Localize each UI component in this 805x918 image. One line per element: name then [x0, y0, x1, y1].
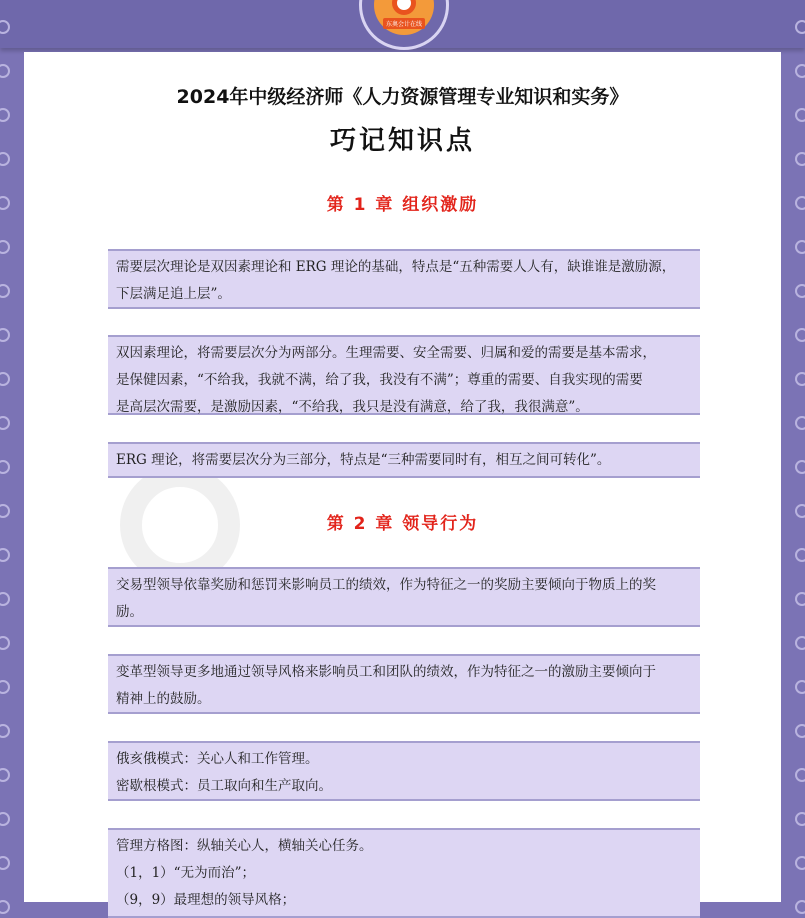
binder-ring	[795, 856, 805, 870]
binder-ring	[0, 416, 10, 430]
document-subtitle: 巧记知识点	[329, 126, 475, 156]
binder-ring	[795, 812, 805, 826]
note-line: 励。	[116, 604, 143, 620]
binder-ring	[0, 20, 10, 34]
binder-ring	[0, 592, 10, 606]
binder-ring	[795, 240, 805, 254]
binder-ring	[795, 416, 805, 430]
note-line: 管理方格图：纵轴关心人，横轴关心任务。	[116, 838, 373, 854]
note-line: 变革型领导更多地通过领导风格来影响员工和团队的绩效，作为特征之一的激励主要倾向于	[116, 664, 656, 680]
binder-ring	[0, 900, 10, 914]
binder-ring	[795, 20, 805, 34]
note-box-1	[108, 249, 700, 309]
binder-ring	[795, 372, 805, 386]
note-line: 俄亥俄模式：关心人和工作管理。	[116, 751, 319, 767]
note-line: 双因素理论，将需要层次分为两部分。生理需要、安全需要、归属和爱的需要是基本需求，	[116, 345, 656, 361]
binder-ring	[795, 328, 805, 342]
binder-ring	[795, 592, 805, 606]
chapter-heading-1: 第 1 章 组织激励	[326, 195, 479, 215]
binder-ring	[795, 636, 805, 650]
binder-ring	[795, 680, 805, 694]
note-line: （1，1）“无为而治”；	[116, 865, 255, 881]
binder-ring	[0, 636, 10, 650]
binder-ring	[0, 548, 10, 562]
note-line: 密歇根模式：员工取向和生产取向。	[116, 778, 332, 794]
binder-ring	[0, 724, 10, 738]
logo-text: 东奥会计在线	[383, 18, 425, 29]
binder-ring	[0, 856, 10, 870]
note-box-3	[108, 442, 700, 478]
note-box-5	[108, 654, 700, 714]
binder-ring	[795, 900, 805, 914]
binder-ring	[0, 768, 10, 782]
note-line: 下层满足追上层”。	[116, 286, 231, 302]
binder-ring	[795, 724, 805, 738]
note-line: 是保健因素，“不给我，我就不满，给了我，我没有不满”；尊重的需要、自我实现的需要	[116, 372, 643, 388]
binder-ring	[795, 460, 805, 474]
logo-mark	[392, 0, 416, 15]
binder-ring	[0, 372, 10, 386]
binder-ring	[795, 768, 805, 782]
note-line: ERG 理论，将需要层次分为三部分，特点是“三种需要同时有，相互之间可转化”。	[116, 452, 611, 468]
note-line: 交易型领导依靠奖励和惩罚来影响员工的绩效，作为特征之一的奖励主要倾向于物质上的奖	[116, 577, 656, 593]
note-line: （9，9）最理想的领导风格；	[116, 892, 296, 908]
binder-ring	[0, 64, 10, 78]
chapter-heading-2: 第 2 章 领导行为	[326, 514, 479, 534]
binder-ring	[0, 284, 10, 298]
document-title: 2024年中级经济师《人力资源管理专业知识和实务》	[176, 86, 629, 108]
note-box-6	[108, 741, 700, 801]
note-box-4	[108, 567, 700, 627]
binder-ring	[0, 680, 10, 694]
binder-ring	[795, 64, 805, 78]
binder-ring	[795, 284, 805, 298]
note-box-2	[108, 335, 700, 415]
note-line: 是高层次需要，是激励因素，“不给我，我只是没有满意，给了我，我很满意”。	[116, 399, 589, 415]
binder-ring	[0, 812, 10, 826]
note-line: 需要层次理论是双因素理论和 ERG 理论的基础，特点是“五种需要人人有，缺谁谁是激励源，	[116, 259, 676, 275]
note-line: 精神上的鼓励。	[116, 691, 211, 707]
logo-icon	[374, 0, 434, 35]
binder-ring	[0, 328, 10, 342]
binder-ring	[0, 460, 10, 474]
note-box-7	[108, 828, 700, 918]
binder-ring	[0, 240, 10, 254]
binder-ring	[795, 548, 805, 562]
